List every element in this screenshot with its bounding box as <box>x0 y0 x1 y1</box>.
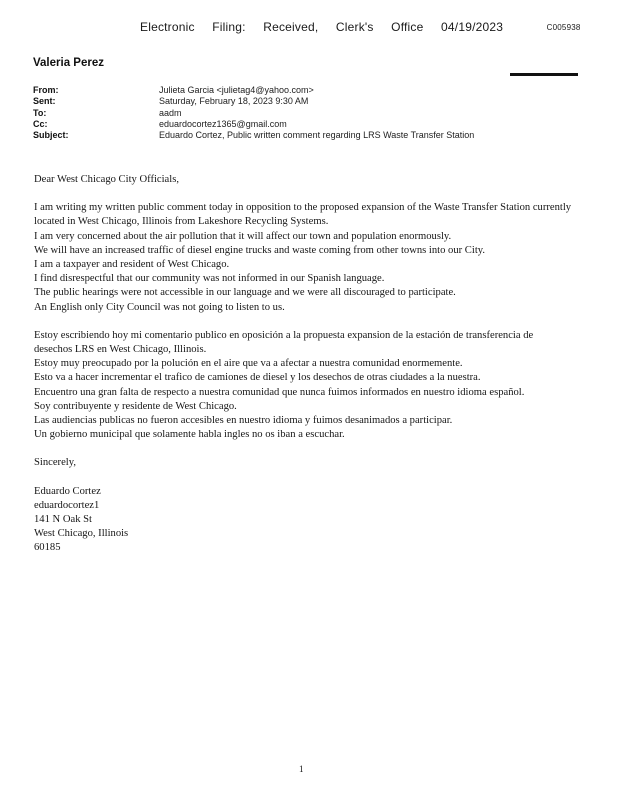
filing-code: C005938 <box>546 23 581 33</box>
spanish-line: Encuentro una gran falta de respecto a nuestra comunidad que nunca fuimos informados en nuestro idioma español. <box>34 386 525 398</box>
spanish-line: Esto va a hacer incrementar el trafico de camiones de diesel y los desechos de otras ciudades a la nuestra. <box>34 372 481 384</box>
closing: Sincerely, <box>34 457 76 469</box>
spanish-line: Un gobierno municipal que solamente habla ingles no os iban a escuchar. <box>34 429 345 441</box>
signature-name: Eduardo Cortez <box>34 485 101 497</box>
meta-row-subject <box>33 130 474 141</box>
filing-electronic: Electronic <box>140 20 195 34</box>
english-line: I find disrespectful that our community was not informed in our Spanish language. <box>34 273 385 285</box>
spanish-line: Estoy muy preocupado por la polución en el aire que va a afectar a nuestra comunidad enormemente. <box>34 358 463 370</box>
signature-street: 141 N Oak St <box>34 514 92 526</box>
meta-value-cc: eduardocortez1365@gmail.com <box>159 118 287 129</box>
meta-row-sent <box>33 96 474 107</box>
meta-value-sent: Saturday, February 18, 2023 9:30 AM <box>159 96 309 107</box>
meta-label: From: <box>33 85 59 95</box>
filing-clerks: Clerk's <box>335 20 374 34</box>
salutation: Dear West Chicago City Officials, <box>34 174 179 185</box>
meta-row-from <box>33 85 474 96</box>
english-line: The public hearings were not accessible in our language and we were all discouraged to participate. <box>34 287 456 299</box>
signature-email: eduardocortez1 <box>34 499 100 511</box>
english-line: I am a taxpayer and resident of West Chicago. <box>34 259 230 271</box>
meta-row-to <box>33 108 474 119</box>
signature-zip: 60185 <box>34 542 61 554</box>
page-number: 1 <box>299 764 304 774</box>
english-line: We will have an increased traffic of diesel engine trucks and waste coming from other towns into our City. <box>34 244 486 256</box>
meta-label: Cc: <box>33 118 48 129</box>
meta-label: Subject: <box>33 130 69 141</box>
meta-value-to: aadm <box>159 107 182 118</box>
meta-value-from: Julieta Garcia <julietag4@yahoo.com> <box>159 85 314 95</box>
signature-city: West Chicago, Illinois <box>34 528 129 540</box>
header-divider <box>510 73 578 76</box>
filing-date: 04/19/2023 <box>441 20 504 34</box>
filing-office: Office <box>391 20 424 34</box>
spanish-line: Las audiencias publicas no fueron accesibles en nuestro idioma y fuimos desanimados a participar. <box>34 415 453 427</box>
meta-row-cc <box>33 119 474 130</box>
filing-stamp-header <box>140 20 595 34</box>
email-meta <box>33 85 474 141</box>
spanish-line: Estoy escribiendo hoy mi comentario publico en oposición a la propuesta expansion de la estación de transferencia de desechos LRS en West Chicago, Illinois. <box>34 329 534 356</box>
meta-label: To: <box>33 107 47 118</box>
english-line: I am writing my written public comment today in opposition to the proposed expansion of the Waste Transfer Station currently located in West Chicago, Illinois from Lakeshore Recycling Systems. <box>34 202 572 228</box>
spanish-line: Soy contribuyente y residente de West Chicago. <box>34 400 237 412</box>
meta-label: Sent: <box>33 96 56 107</box>
filing-filing: Filing: <box>212 20 246 34</box>
english-line: An English only City Council was not going to listen to us. <box>34 301 285 313</box>
meta-value-subject: Eduardo Cortez, Public written comment regarding LRS Waste Transfer Station <box>159 130 475 141</box>
english-line: I am very concerned about the air pollution that it will affect our town and population enormously. <box>34 230 452 242</box>
filing-received: Received, <box>263 20 319 34</box>
letter-body <box>34 173 574 556</box>
sender-name: Valeria Perez <box>33 57 104 69</box>
